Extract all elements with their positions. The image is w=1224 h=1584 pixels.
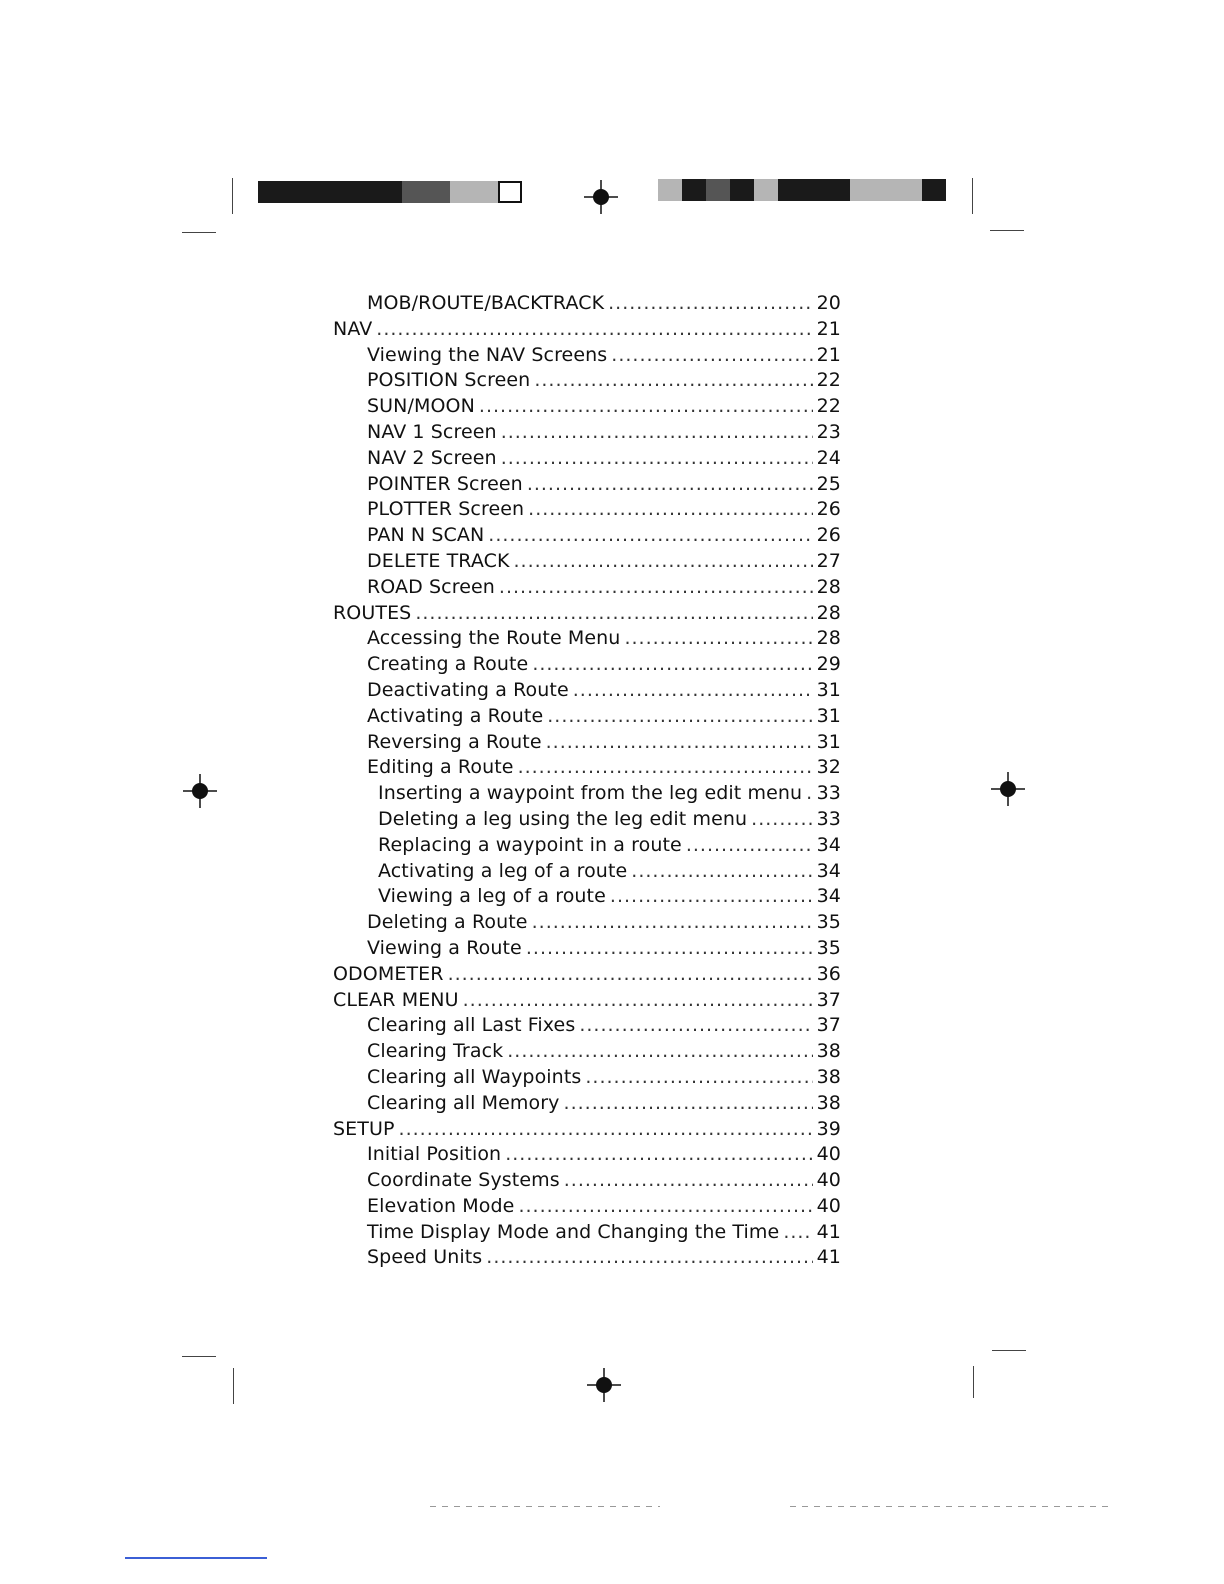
toc-entry-page: 31 [816,730,841,753]
toc-dot-leader [488,523,812,549]
toc-entry-page: 22 [816,395,841,418]
toc-entry-title: SUN/MOON [367,395,475,418]
toc-entry-title: NAV 1 Screen [367,420,497,443]
toc-entry-page: 37 [816,1014,841,1037]
toc-entry [333,807,841,833]
toc-entry [333,652,841,678]
toc-entry-page: 28 [816,575,841,598]
toc-dot-leader [564,1091,813,1117]
toc-entry [333,730,841,756]
toc-entry-page: 27 [816,549,841,572]
scan-edge-line [125,1557,267,1559]
toc-entry [333,575,841,601]
toc-entry [333,1245,841,1271]
toc-dot-leader [376,317,812,343]
toc-dot-leader [573,678,813,704]
toc-entry-page: 32 [816,756,841,779]
toc-dot-leader [448,962,813,988]
toc-entry-title: ROAD Screen [367,575,495,598]
toc-dot-leader [526,936,813,962]
toc-dot-leader [608,291,812,317]
crop-mark [233,1368,234,1404]
toc-dot-leader [585,1065,812,1091]
toc-entry-title: NAV [333,317,373,340]
toc-dot-leader [518,755,813,781]
scan-edge-line [790,1506,1110,1507]
toc-entry-title: NAV 2 Screen [367,446,497,469]
toc-entry-page: 37 [816,988,841,1011]
toc-entry-page: 33 [816,807,841,830]
toc-dot-leader [631,859,812,885]
print-gray-bar-right [658,179,946,201]
toc-dot-leader [532,652,812,678]
toc-entry-page: 40 [816,1143,841,1166]
toc-entry-title: Time Display Mode and Changing the Time [367,1220,780,1243]
toc-entry-title: Replacing a waypoint in a route [378,833,682,856]
toc-entry-title: Accessing the Route Menu [367,627,621,650]
toc-entry-page: 35 [816,911,841,934]
toc-entry [333,291,841,317]
toc-dot-leader [518,1194,812,1220]
toc-entry-page: 38 [816,1040,841,1063]
crop-mark [992,1350,1026,1351]
toc-entry [333,1117,841,1143]
toc-entry [333,420,841,446]
toc-entry [333,446,841,472]
toc-entry [333,704,841,730]
toc-entry [333,523,841,549]
toc-entry-title: CLEAR MENU [333,988,459,1011]
toc-entry-title: Clearing all Memory [367,1091,560,1114]
toc-dot-leader [486,1245,812,1271]
toc-entry-page: 31 [816,704,841,727]
toc-entry [333,988,841,1014]
toc-entry-page: 24 [816,446,841,469]
toc-entry-title: Clearing all Waypoints [367,1065,582,1088]
toc-entry-page: 21 [816,317,841,340]
toc-entry-page: 34 [816,833,841,856]
toc-entry [333,601,841,627]
toc-entry-title: Editing a Route [367,756,514,779]
toc-entry-title: Elevation Mode [367,1194,515,1217]
toc-entry-page: 33 [816,782,841,805]
toc-entry-page: 29 [816,653,841,676]
toc-entry-page: 34 [816,885,841,908]
toc-entry-title: Deactivating a Route [367,678,569,701]
toc-entry-page: 35 [816,936,841,959]
toc-entry [333,1065,841,1091]
toc-entry-title: Reversing a Route [367,730,542,753]
toc-entry-page: 36 [816,962,841,985]
toc-dot-leader [505,1142,812,1168]
toc-entry-title: Inserting a waypoint from the leg edit menu [378,782,803,805]
toc-dot-leader [514,549,813,575]
toc-entry [333,394,841,420]
toc-entry-title: POSITION Screen [367,369,531,392]
toc-entry [333,1091,841,1117]
toc-entry-page: 41 [816,1220,841,1243]
toc-entry-title: Activating a leg of a route [378,859,628,882]
toc-entry-title: ROUTES [333,601,412,624]
toc-entry [333,755,841,781]
toc-entry-page: 20 [816,292,841,314]
toc-entry-page: 28 [816,601,841,624]
toc-dot-leader [610,884,813,910]
toc-entry-page: 26 [816,498,841,521]
toc-dot-leader [564,1168,813,1194]
toc-dot-leader [686,833,813,859]
toc-entry-page: 38 [816,1091,841,1114]
toc-entry-title: PLOTTER Screen [367,498,525,521]
toc-dot-leader [499,575,813,601]
toc-entry-title: Deleting a Route [367,911,528,934]
crop-mark [182,232,216,233]
toc-dot-leader [624,626,812,652]
toc-entry [333,1168,841,1194]
toc-entry [333,781,841,807]
toc-entry [333,1039,841,1065]
toc-entry [333,859,841,885]
toc-dot-leader [415,601,812,627]
toc-dot-leader [611,343,812,369]
crop-mark [990,230,1024,231]
toc-entry [333,678,841,704]
toc-entry-page: 41 [816,1246,841,1269]
toc-dot-leader [479,394,813,420]
crop-mark [182,1356,216,1357]
toc-dot-leader [579,1013,812,1039]
toc-entry [333,910,841,936]
toc-dot-leader [528,497,812,523]
toc-dot-leader [546,730,813,756]
toc-dot-leader [527,472,813,498]
toc-entry-page: 25 [816,472,841,495]
toc-entry-page: 39 [816,1117,841,1140]
scan-edge-line [430,1506,660,1507]
toc-entry-page: 40 [816,1169,841,1192]
toc-entry-page: 21 [816,343,841,366]
registration-mark-icon [587,1368,621,1402]
toc-entry [333,626,841,652]
toc-entry [333,368,841,394]
toc-entry-title: Initial Position [367,1143,502,1166]
toc-entry-title: MOB/ROUTE/BACKTRACK [367,292,605,314]
toc-entry [333,317,841,343]
toc-entry-title: Viewing a Route [367,936,522,959]
toc-entry-page: 34 [816,859,841,882]
toc-entry-title: Creating a Route [367,653,529,676]
registration-mark-icon [991,772,1025,806]
toc-entry [333,833,841,859]
print-gray-bar-left [258,181,522,203]
toc-entry-title: DELETE TRACK [367,549,510,572]
toc-entry [333,549,841,575]
toc-entry-title: Coordinate Systems [367,1169,560,1192]
crop-mark [232,178,233,214]
toc-entry-page: 38 [816,1065,841,1088]
toc-entry-title: Clearing all Last Fixes [367,1014,576,1037]
toc-entry-title: Deleting a leg using the leg edit menu [378,807,748,830]
toc-entry-page: 23 [816,420,841,443]
toc-dot-leader [399,1117,813,1143]
toc-entry-page: 31 [816,678,841,701]
toc-entry [333,884,841,910]
toc-dot-leader [547,704,812,730]
crop-mark [973,1366,974,1398]
toc-dot-leader [501,420,813,446]
toc-entry-title: PAN N SCAN [367,524,485,547]
toc-entry [333,1194,841,1220]
toc-dot-leader [751,807,812,833]
registration-mark-icon [183,774,217,808]
toc-entry [333,1013,841,1039]
toc-entry-page: 26 [816,524,841,547]
toc-entry-title: Clearing Track [367,1040,504,1063]
toc-entry-title: Activating a Route [367,704,544,727]
toc-entry-page: 22 [816,369,841,392]
toc-entry [333,1220,841,1246]
toc-entry-title: SETUP [333,1117,395,1140]
toc-entry-page: 40 [816,1194,841,1217]
toc-entry [333,497,841,523]
registration-mark-icon [584,180,618,214]
toc-entry [333,343,841,369]
toc-dot-leader [507,1039,812,1065]
toc-dot-leader [532,910,813,936]
table-of-contents [333,291,841,1271]
toc-entry-title: Viewing the NAV Screens [367,343,608,366]
crop-mark [972,178,973,214]
toc-dot-leader [501,446,813,472]
toc-dot-leader [463,988,813,1014]
toc-entry [333,936,841,962]
toc-entry-title: ODOMETER [333,962,444,985]
toc-entry-title: POINTER Screen [367,472,523,495]
toc-entry [333,1142,841,1168]
toc-entry [333,472,841,498]
toc-entry-title: Viewing a leg of a route [378,885,606,908]
toc-dot-leader [534,368,812,394]
toc-dot-leader [783,1220,812,1246]
toc-entry-title: Speed Units [367,1246,483,1269]
toc-entry-page: 28 [816,627,841,650]
toc-entry [333,962,841,988]
toc-dot-leader [806,781,812,807]
